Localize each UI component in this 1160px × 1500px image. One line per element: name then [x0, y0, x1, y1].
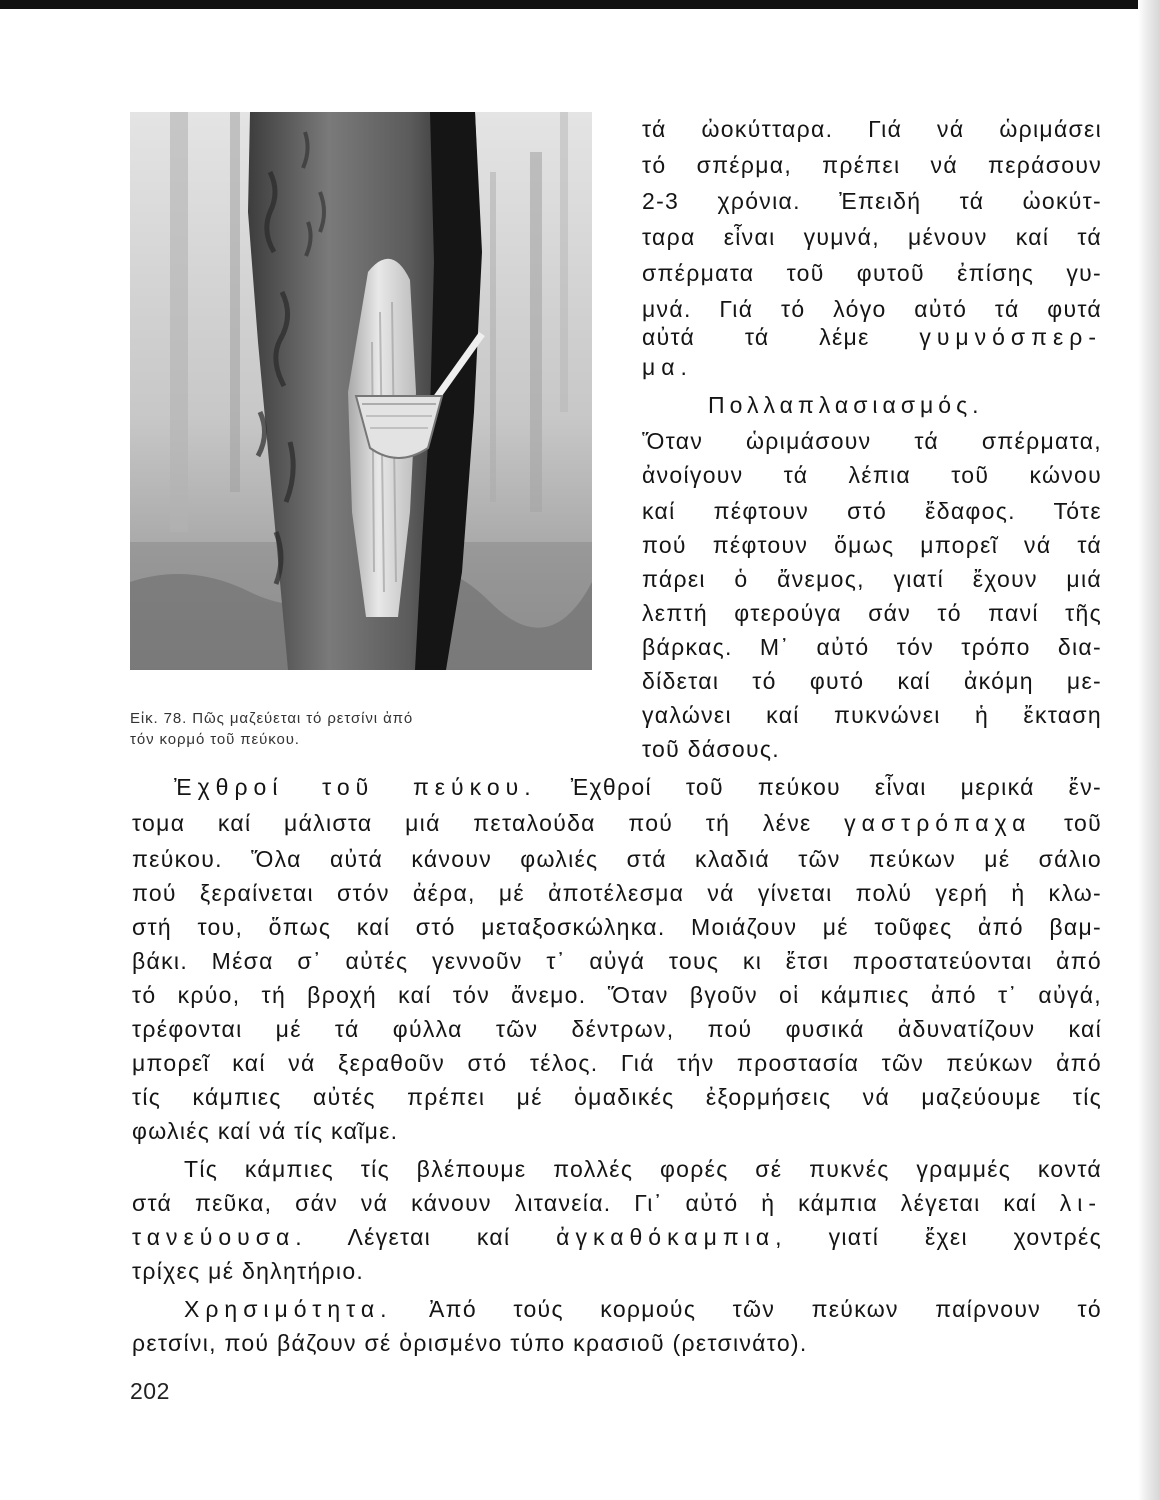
spaced-term: λι-	[1059, 1190, 1102, 1216]
spaced-term: γυμνόσπερ-	[919, 324, 1102, 350]
text-segment: , γιατί ἔχει χοντρές	[775, 1224, 1102, 1250]
text-segment: τομα καί μάλιστα μιά πεταλούδα πού τή λένε	[132, 810, 845, 836]
page-number: 202	[130, 1378, 170, 1404]
resin-tapping-photo	[130, 112, 592, 670]
text-segment: τοῦ	[1031, 810, 1102, 836]
text-line: τό κρύο, τή βροχή καί τόν ἄνεμο. Ὅταν βγοῦν οἱ κάμπιες ἀπό τ᾿ αὐγά,	[132, 982, 1102, 1008]
text-line	[642, 324, 1102, 351]
text-line	[184, 1296, 1102, 1323]
text-line: καί πέφτουν στό ἔδαφος. Τότε	[642, 498, 1102, 524]
section-heading-usefulness: Χρησιμότητα.	[184, 1296, 393, 1322]
text-segment: αὐτά τά λέμε	[642, 324, 920, 350]
spaced-term: τανεύουσα	[132, 1224, 296, 1250]
text-line: τό σπέρμα, πρέπει νά περάσουν	[642, 152, 1102, 178]
text-line: βάκι. Μέσα σ᾿ αὐτές γεννοῦν τ᾿ αὐγά τους κι ἔτσι προστατεύονται ἀπό	[132, 948, 1102, 974]
text-segment: Ἀπό τούς κορμούς τῶν πεύκων παίρνουν τό	[392, 1296, 1102, 1322]
scan-top-border	[0, 0, 1160, 9]
text-line: Ὅταν ὡριμάσουν τά σπέρματα,	[642, 428, 1102, 454]
spaced-term: ἀγκαθόκαμπια	[556, 1224, 776, 1250]
text-line: ταρα εἶναι γυμνά, μένουν καί τά	[642, 224, 1102, 250]
text-line	[132, 1190, 1102, 1217]
text-line: πού ξεραίνεται στόν ἀέρα, μέ ἀποτέλεσμα νά γίνεται πολύ γερή ἡ κλω-	[132, 880, 1102, 906]
text-line: πάρει ὁ ἄνεμος, γιατί ἔχουν μιά	[642, 566, 1102, 592]
text-line: ρετσίνι, πού βάζουν σέ ὁρισμένο τύπο κρασιοῦ (ρετσινάτο).	[132, 1330, 808, 1356]
text-line	[132, 810, 1102, 837]
figure-caption	[130, 708, 600, 750]
text-line: πού πέφτουν ὅμως μπορεῖ νά τά	[642, 532, 1102, 558]
text-segment: . Λέγεται καί	[295, 1224, 557, 1250]
caption-line: Εἰκ. 78. Πῶς μαζεύεται τό ρετσίνι ἀπό	[130, 710, 414, 727]
text-line	[174, 774, 1102, 801]
text-line: Τίς κάμπιες τίς βλέπουμε πολλές φορές σέ πυκνές γραμμές κοντά	[184, 1156, 1102, 1182]
text-line: δίδεται τό φυτό καί ἀκόμη με-	[642, 668, 1102, 694]
text-segment: Ἐχθροί τοῦ πεύκου εἶναι μερικά ἔν-	[536, 774, 1102, 800]
section-heading-enemies: Ἐχθροί τοῦ πεύκου.	[174, 774, 537, 800]
text-line: σπέρματα τοῦ φυτοῦ ἐπίσης γυ-	[642, 260, 1102, 286]
text-line: στή του, ὅπως καί στό μεταξοσκώληκα. Μοιάζουν μέ τοῦφες ἀπό βαμ-	[132, 914, 1102, 940]
text-line: τοῦ δάσους.	[642, 736, 780, 762]
text-segment: στά πεῦκα, σάν νά κάνουν λιτανεία. Γι᾿ αὐτό ἡ κάμπια λέγεται καί	[132, 1190, 1060, 1216]
text-line	[642, 354, 1102, 381]
spaced-term: μα.	[642, 354, 693, 380]
text-line: ἀνοίγουν τά λέπια τοῦ κώνου	[642, 462, 1102, 488]
scan-right-edge	[1138, 0, 1160, 1500]
text-line: 2-3 χρόνια. Ἐπειδή τά ὠοκύτ-	[642, 188, 1102, 214]
text-line: λεπτή φτερούγα σάν τό πανί τῆς	[642, 600, 1102, 626]
text-line: μνά. Γιά τό λόγο αὐτό τά φυτά	[642, 296, 1102, 322]
section-heading-multiplication: Πολλαπλασιασμός.	[708, 392, 984, 418]
caption-line: τόν κορμό τοῦ πεύκου.	[130, 731, 300, 748]
text-line: τά ὠοκύτταρα. Γιά νά ὡριμάσει	[642, 116, 1102, 142]
text-line: βάρκας. Μ᾿ αὐτό τόν τρόπο δια-	[642, 634, 1102, 660]
text-line: τρέφονται μέ τά φύλλα τῶν δέντρων, πού φυσικά ἀδυνατίζουν καί	[132, 1016, 1102, 1042]
pine-trunk-image	[130, 112, 592, 670]
text-line: γαλώνει καί πυκνώνει ἡ ἔκταση	[642, 702, 1102, 728]
text-line: τρίχες μέ δηλητήριο.	[132, 1258, 365, 1284]
spaced-term: γαστρόπαχα	[844, 810, 1032, 836]
text-line: μπορεῖ καί νά ξεραθοῦν στό τέλος. Γιά τήν προστασία τῶν πεύκων ἀπό	[132, 1050, 1102, 1076]
text-line: πεύκου. Ὅλα αὐτά κάνουν φωλιές στά κλαδιά τῶν πεύκων μέ σάλιο	[132, 846, 1102, 872]
text-line: τίς κάμπιες αὐτές πρέπει μέ ὁμαδικές ἐξορμήσεις νά μαζεύουμε τίς	[132, 1084, 1102, 1110]
text-line	[132, 1224, 1102, 1251]
text-line: φωλιές καί νά τίς καῖμε.	[132, 1118, 399, 1144]
